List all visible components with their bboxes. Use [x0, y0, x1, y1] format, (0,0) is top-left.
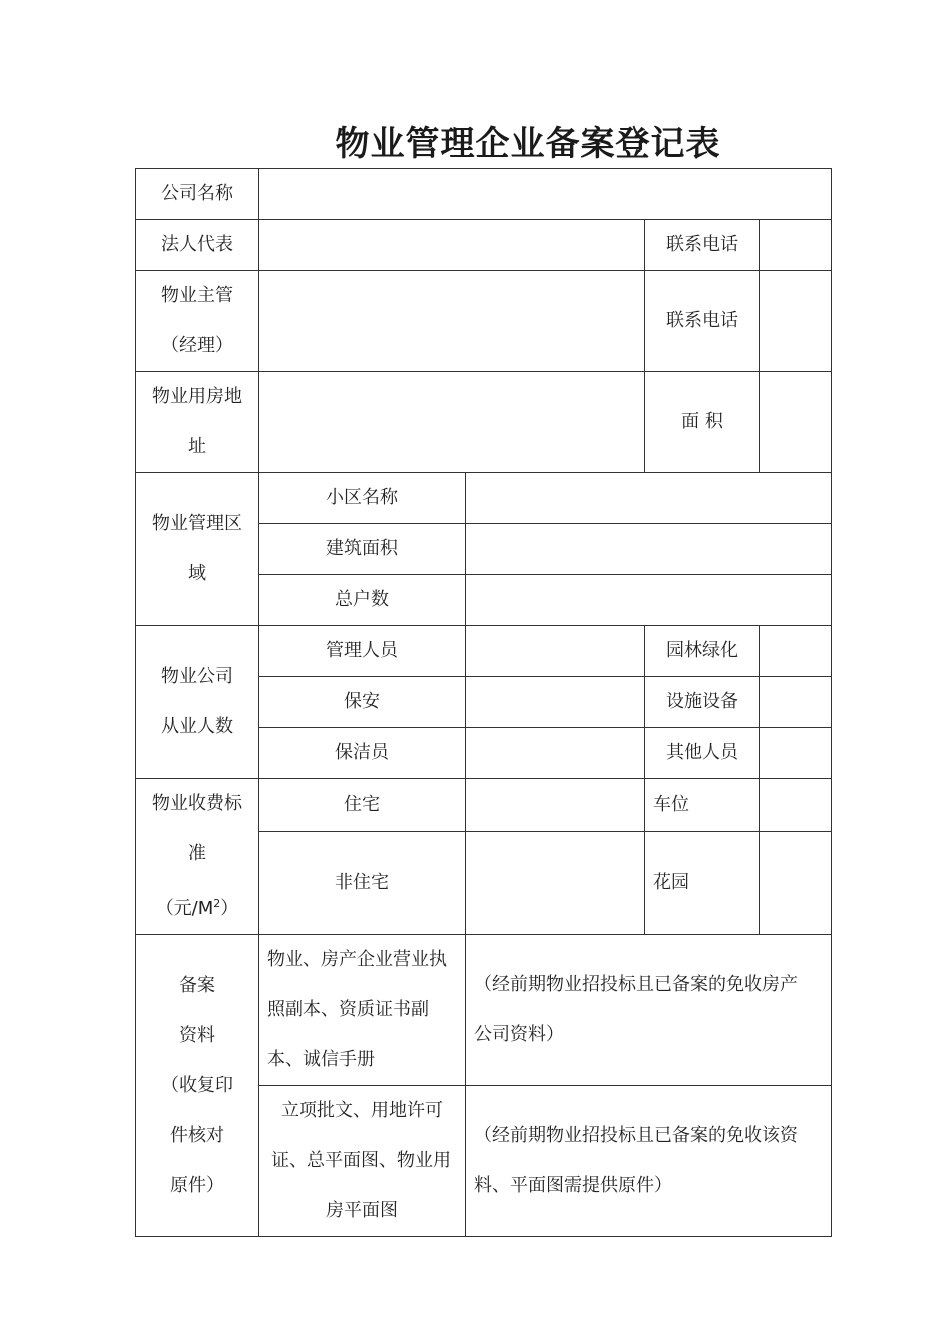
label-filing-line1: 备案 — [179, 974, 215, 996]
docs2-line2: 证、总平面图、物业用 — [271, 1150, 451, 1171]
field-company-name[interactable] — [259, 169, 832, 220]
label-legal-rep: 法人代表 — [136, 220, 259, 271]
field-legal-rep[interactable] — [259, 220, 645, 271]
note2-line2: 料、平面图需提供原件） — [474, 1175, 672, 1196]
label-filing-materials — [136, 935, 259, 1237]
label-management-region — [136, 473, 259, 626]
label-management-staff: 管理人员 — [259, 626, 466, 677]
label-fee-unit — [140, 879, 254, 934]
label-fee-line2: 准 — [188, 843, 206, 864]
label-company-name: 公司名称 — [136, 169, 259, 220]
label-building-area: 建筑面积 — [259, 524, 466, 575]
form-title: 物业管理企业备案登记表 — [335, 124, 721, 164]
field-non-residential[interactable] — [466, 832, 645, 935]
docs-project-approval — [259, 1086, 466, 1237]
label-staff-count — [136, 626, 259, 779]
label-office-line2: 址 — [188, 436, 206, 457]
field-office-address[interactable] — [259, 372, 645, 473]
label-households: 总户数 — [259, 575, 466, 626]
label-office-address — [136, 372, 259, 473]
label-facilities: 设施设备 — [645, 677, 760, 728]
note-project-approval — [466, 1086, 832, 1237]
registration-form — [135, 168, 832, 1237]
label-other-staff: 其他人员 — [645, 728, 760, 779]
field-phone-2[interactable] — [760, 271, 832, 372]
label-manager-line1: 物业主管 — [161, 285, 233, 306]
field-security[interactable] — [466, 677, 645, 728]
label-cleaners: 保洁员 — [259, 728, 466, 779]
docs2-line1: 立项批文、用地许可 — [281, 1100, 443, 1121]
field-cleaners[interactable] — [466, 728, 645, 779]
label-community-name: 小区名称 — [259, 473, 466, 524]
label-staff-line1: 物业公司 — [161, 666, 233, 687]
label-region-line1: 物业管理区 — [152, 513, 242, 534]
note-business-license — [466, 935, 832, 1086]
field-phone-1[interactable] — [760, 220, 832, 271]
field-residential[interactable] — [466, 779, 645, 832]
field-other-staff[interactable] — [760, 728, 832, 779]
label-non-residential: 非住宅 — [259, 832, 466, 935]
label-security: 保安 — [259, 677, 466, 728]
label-filing-line2: 资料 — [179, 1024, 215, 1046]
field-facilities[interactable] — [760, 677, 832, 728]
label-parking: 车位 — [645, 779, 760, 832]
note1-line1: （经前期物业招投标且已备案的免收房产 — [474, 974, 798, 995]
field-households[interactable] — [466, 575, 832, 626]
note1-line2: 公司资料） — [474, 1024, 564, 1045]
note2-line1: （经前期物业招投标且已备案的免收该资 — [474, 1125, 798, 1146]
label-fee-standard — [136, 779, 259, 935]
label-phone-2: 联系电话 — [645, 271, 760, 372]
label-phone-1: 联系电话 — [645, 220, 760, 271]
label-region-line2: 域 — [188, 563, 206, 584]
field-garden[interactable] — [760, 832, 832, 935]
docs-business-license — [259, 935, 466, 1086]
label-manager-line2: （经理） — [161, 335, 233, 356]
label-staff-line2: 从业人数 — [161, 716, 233, 737]
label-area: 面 积 — [645, 372, 760, 473]
label-filing-line3: （收复印 — [161, 1074, 233, 1096]
fee-unit-sup: 2 — [213, 897, 221, 910]
label-filing-line5: 原件） — [170, 1174, 224, 1196]
field-manager[interactable] — [259, 271, 645, 372]
label-garden: 花园 — [645, 832, 760, 935]
field-area[interactable] — [760, 372, 832, 473]
docs1-line1: 物业、房产企业营业执 — [267, 949, 447, 970]
label-residential: 住宅 — [259, 779, 466, 832]
label-fee-line1: 物业收费标 — [152, 793, 242, 814]
label-landscaping: 园林绿化 — [645, 626, 760, 677]
docs1-line3: 本、诚信手册 — [267, 1049, 375, 1070]
docs2-line3: 房平面图 — [326, 1200, 398, 1221]
field-management-staff[interactable] — [466, 626, 645, 677]
field-building-area[interactable] — [466, 524, 832, 575]
label-filing-line4: 件核对 — [170, 1124, 224, 1146]
fee-unit-open: （元/M — [155, 898, 214, 919]
label-manager — [136, 271, 259, 372]
field-landscaping[interactable] — [760, 626, 832, 677]
fee-unit-close: ） — [220, 898, 239, 919]
field-community-name[interactable] — [466, 473, 832, 524]
field-parking[interactable] — [760, 779, 832, 832]
label-office-line1: 物业用房地 — [152, 386, 242, 407]
docs1-line2: 照副本、资质证书副 — [267, 999, 429, 1020]
